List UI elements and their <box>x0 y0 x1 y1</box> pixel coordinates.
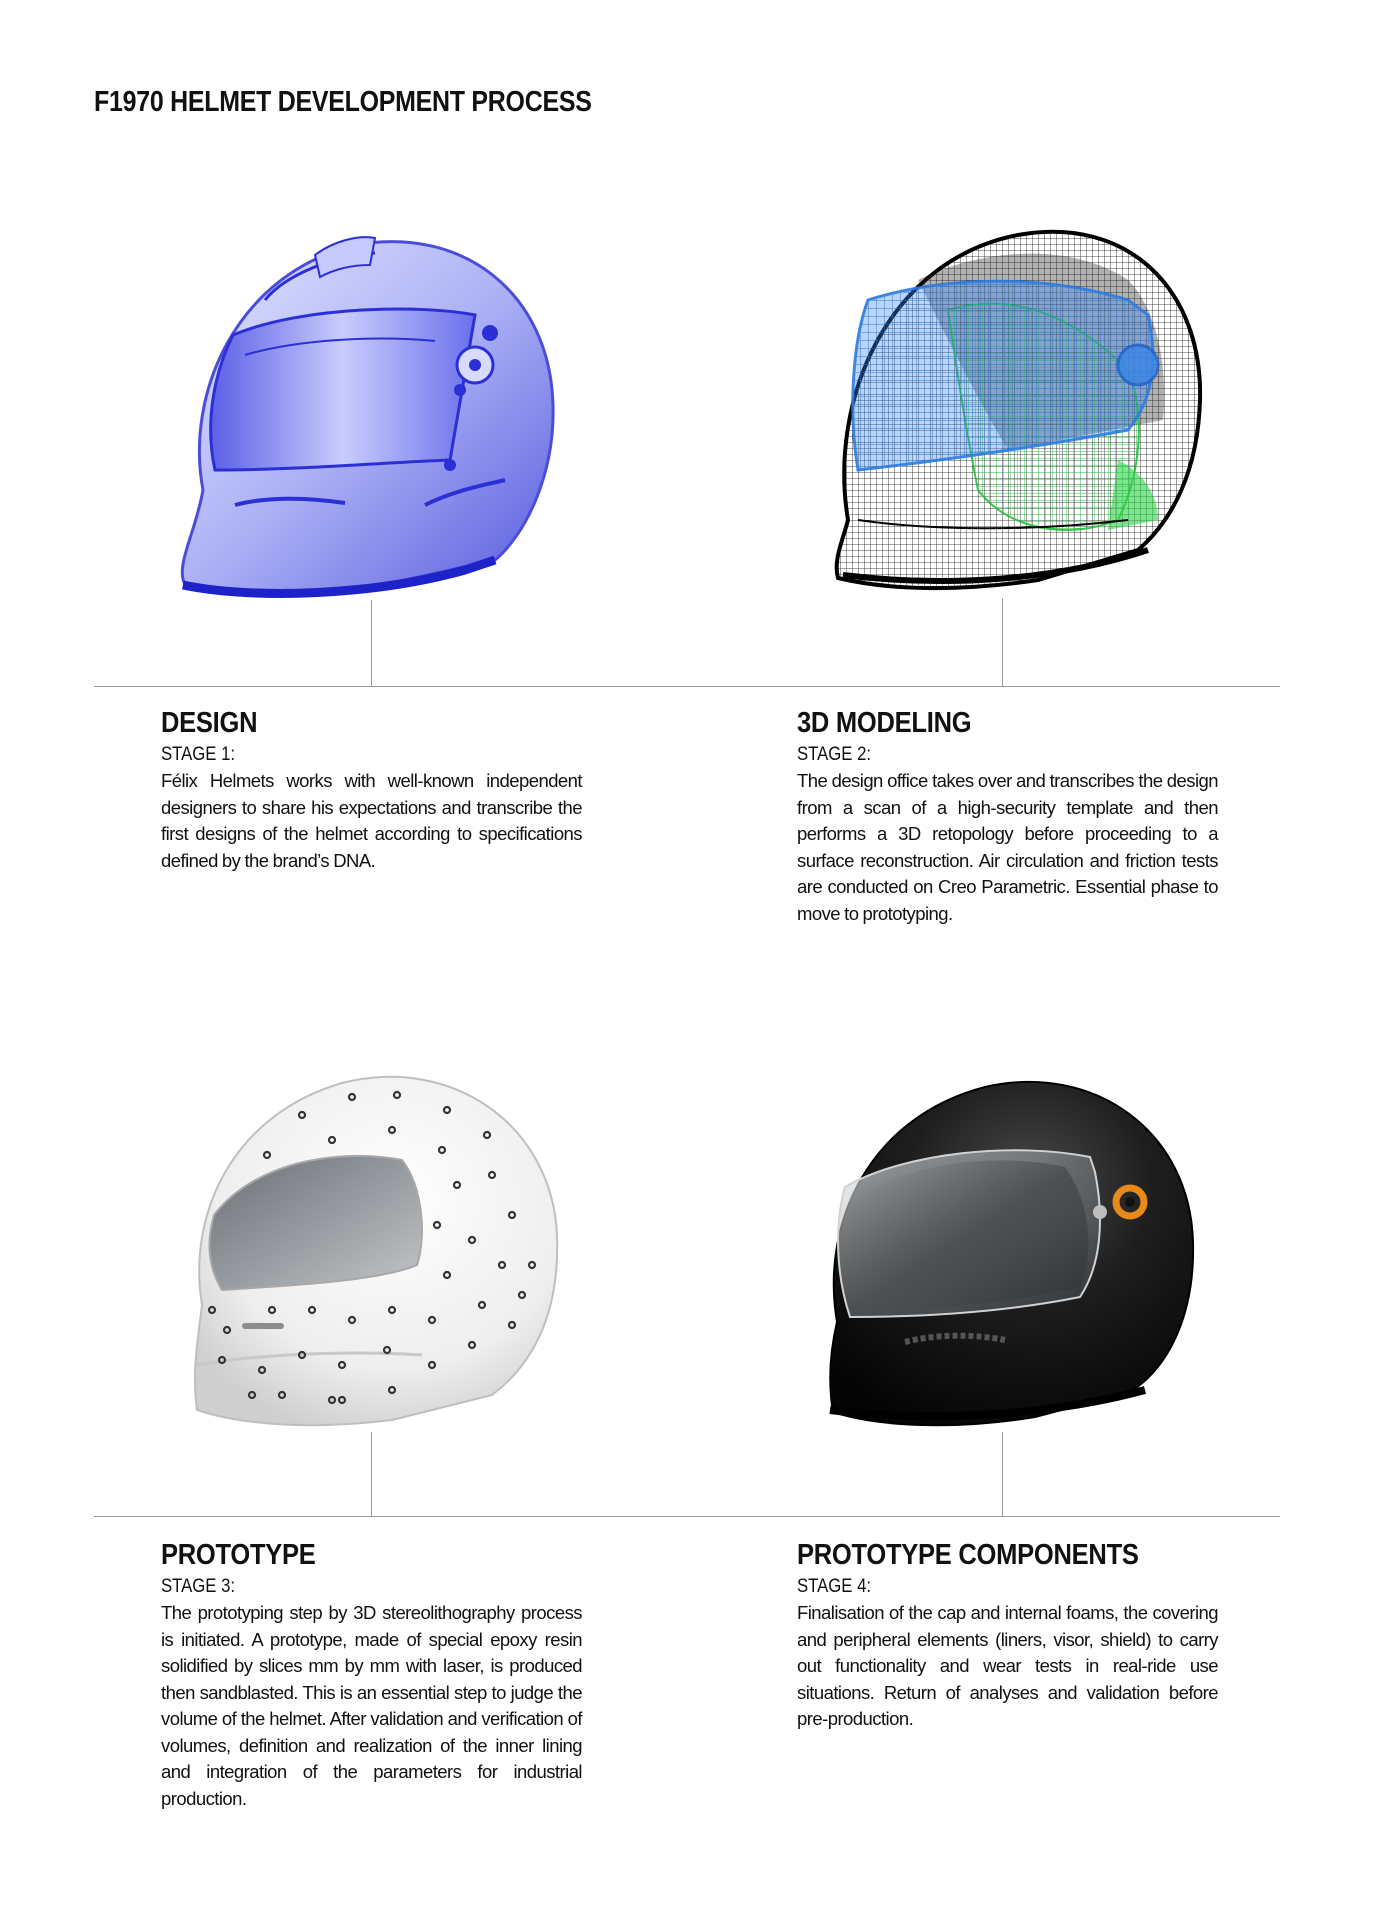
helmet-wireframe-image <box>828 220 1206 600</box>
row-divider-top <box>94 686 1280 687</box>
stem-prototype <box>371 1432 372 1516</box>
stage-text-design: Félix Helmets works with well-known independent designers to share his expectations and transcribe the first designs of the helmet according to specifications defined by the brand’s DNA. <box>161 770 582 871</box>
stage-label-prototype-components: STAGE 4: <box>797 1576 872 1597</box>
stage-block-3d-modeling <box>797 706 1218 927</box>
stem-prototype-components <box>1002 1432 1003 1516</box>
stage-label-3d-modeling: STAGE 2: <box>797 744 872 765</box>
stage-block-design <box>161 706 582 874</box>
row-divider-bottom <box>94 1516 1280 1517</box>
stage-block-prototype-components <box>797 1538 1218 1733</box>
helmet-black-image <box>825 1072 1197 1437</box>
stage-title-3d-modeling: 3D MODELING <box>797 707 972 739</box>
stage-label-design: STAGE 1: <box>161 744 236 765</box>
stem-design <box>371 600 372 686</box>
stage-block-prototype <box>161 1538 582 1812</box>
stage-label-prototype: STAGE 3: <box>161 1576 236 1597</box>
stem-3d-modeling <box>1002 598 1003 686</box>
stage-title-design: DESIGN <box>161 707 258 739</box>
helmet-prototype-image <box>192 1065 562 1435</box>
stage-title-prototype-components: PROTOTYPE COMPONENTS <box>797 1539 1139 1571</box>
page-title: F1970 HELMET DEVELOPMENT PROCESS <box>94 86 592 118</box>
helmet-sketch-image <box>175 235 560 605</box>
stage-title-prototype: PROTOTYPE <box>161 1539 316 1571</box>
stage-text-prototype: The prototyping step by 3D stereolithography process is initiated. A prototype, made of special epoxy resin solidified by slices mm by mm with laser, is produced then sandblasted. This is an essential step to judge the volume of the helmet. After validation and verification of volumes, definition and realization of the inner lining and integration of the parameters for industrial production. <box>161 1602 582 1809</box>
stage-text-3d-modeling: The design office takes over and transcribes the design from a scan of a high-security template and then performs a 3D retopology before proceeding to a surface reconstruction. Air circulation and friction tests are conducted on Creo Parametric. Essential phase to move to prototyping. <box>797 770 1218 924</box>
stage-text-prototype-components: Finalisation of the cap and internal foams, the covering and peripheral elements (liners, visor, shield) to carry out functionality and wear tests in real-ride use situations. Return of analyses and validation before pre-production. <box>797 1602 1218 1729</box>
